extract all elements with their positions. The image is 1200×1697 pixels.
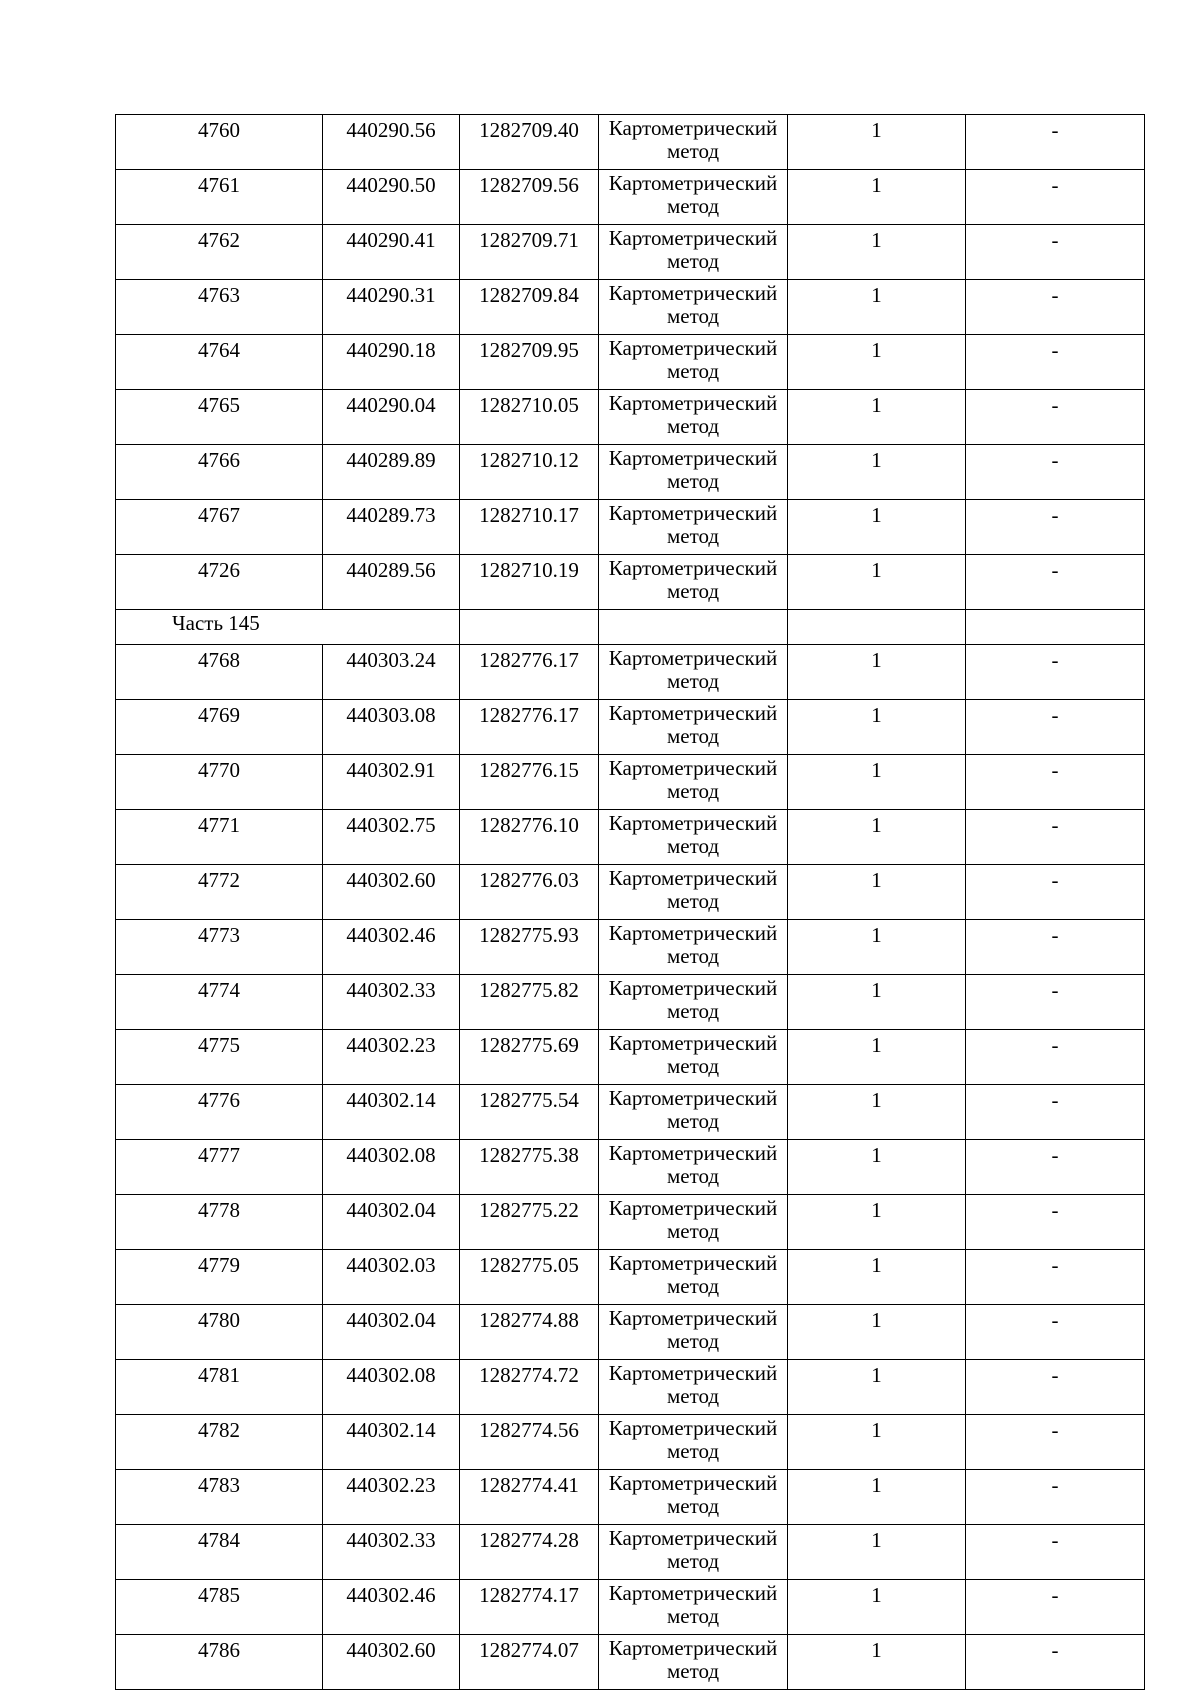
point-number-cell: 4777 (116, 1140, 323, 1195)
method-cell (599, 500, 788, 555)
note-cell: - (966, 1580, 1145, 1635)
note-cell: - (966, 1525, 1145, 1580)
coord-x-cell: 440302.04 (323, 1305, 460, 1360)
table-row (116, 1470, 1145, 1525)
method-cell (599, 810, 788, 865)
method-line2: метод (666, 1439, 720, 1463)
point-number-cell: 4762 (116, 225, 323, 280)
accuracy-cell: 1 (788, 1195, 966, 1250)
note-cell: - (966, 1250, 1145, 1305)
point-number-cell: 4761 (116, 170, 323, 225)
table-row (116, 975, 1145, 1030)
accuracy-cell: 1 (788, 115, 966, 170)
coord-x-cell: 440302.14 (323, 1085, 460, 1140)
method-cell (599, 645, 788, 700)
method-line1: Картометрический (608, 1196, 778, 1220)
coord-x-cell: 440302.04 (323, 1195, 460, 1250)
accuracy-cell: 1 (788, 280, 966, 335)
method-line2: метод (666, 1219, 720, 1243)
coord-x-cell: 440289.89 (323, 445, 460, 500)
table-row (116, 1250, 1145, 1305)
accuracy-cell: 1 (788, 1580, 966, 1635)
table-row (116, 645, 1145, 700)
coord-x-cell: 440302.08 (323, 1140, 460, 1195)
coord-y-cell: 1282775.69 (460, 1030, 599, 1085)
note-cell: - (966, 555, 1145, 610)
note-cell: - (966, 280, 1145, 335)
accuracy-cell: 1 (788, 445, 966, 500)
method-cell (599, 555, 788, 610)
coord-x-cell: 440302.33 (323, 975, 460, 1030)
table-row (116, 1525, 1145, 1580)
table-row (116, 865, 1145, 920)
point-number-cell: 4782 (116, 1415, 323, 1470)
accuracy-cell: 1 (788, 1250, 966, 1305)
table-row (116, 810, 1145, 865)
coord-x-cell: 440290.56 (323, 115, 460, 170)
method-line1: Картометрический (608, 866, 778, 890)
note-cell: - (966, 170, 1145, 225)
accuracy-cell: 1 (788, 755, 966, 810)
note-cell: - (966, 645, 1145, 700)
accuracy-cell: 1 (788, 1415, 966, 1470)
coord-y-cell: 1282775.54 (460, 1085, 599, 1140)
coord-x-cell: 440302.75 (323, 810, 460, 865)
coord-x-cell: 440303.08 (323, 700, 460, 755)
coord-x-cell: 440302.03 (323, 1250, 460, 1305)
coord-y-cell: 1282774.17 (460, 1580, 599, 1635)
note-cell: - (966, 700, 1145, 755)
method-line2: метод (666, 1549, 720, 1573)
method-cell (599, 1415, 788, 1470)
point-number-cell: 4773 (116, 920, 323, 975)
method-line1: Картометрический (608, 1141, 778, 1165)
coord-y-cell: 1282709.71 (460, 225, 599, 280)
coord-y-cell: 1282776.17 (460, 645, 599, 700)
table-row (116, 1140, 1145, 1195)
table-row (116, 170, 1145, 225)
note-cell: - (966, 1415, 1145, 1470)
point-number-cell: 4778 (116, 1195, 323, 1250)
accuracy-cell: 1 (788, 865, 966, 920)
part-empty-cell (599, 610, 788, 645)
method-cell (599, 225, 788, 280)
note-cell: - (966, 445, 1145, 500)
accuracy-cell: 1 (788, 810, 966, 865)
method-cell (599, 1195, 788, 1250)
point-number-cell: 4776 (116, 1085, 323, 1140)
point-number-cell: 4770 (116, 755, 323, 810)
point-number-cell: 4780 (116, 1305, 323, 1360)
point-number-cell: 4774 (116, 975, 323, 1030)
method-line2: метод (666, 414, 720, 438)
method-line1: Картометрический (608, 1086, 778, 1110)
method-cell (599, 1525, 788, 1580)
method-line1: Картометрический (608, 281, 778, 305)
method-line2: метод (666, 1604, 720, 1628)
point-number-cell: 4775 (116, 1030, 323, 1085)
method-cell (599, 755, 788, 810)
coord-y-cell: 1282776.10 (460, 810, 599, 865)
note-cell: - (966, 1085, 1145, 1140)
coord-y-cell: 1282774.07 (460, 1635, 599, 1690)
table-row (116, 1305, 1145, 1360)
accuracy-cell: 1 (788, 170, 966, 225)
accuracy-cell: 1 (788, 1305, 966, 1360)
coord-y-cell: 1282774.56 (460, 1415, 599, 1470)
coord-x-cell: 440302.46 (323, 920, 460, 975)
coord-x-cell: 440302.23 (323, 1030, 460, 1085)
accuracy-cell: 1 (788, 500, 966, 555)
accuracy-cell: 1 (788, 1360, 966, 1415)
point-number-cell: 4783 (116, 1470, 323, 1525)
coord-y-cell: 1282774.72 (460, 1360, 599, 1415)
note-cell: - (966, 1635, 1145, 1690)
method-cell (599, 390, 788, 445)
coord-x-cell: 440289.73 (323, 500, 460, 555)
method-line1: Картометрический (608, 391, 778, 415)
table-row (116, 390, 1145, 445)
method-line1: Картометрический (608, 116, 778, 140)
coord-y-cell: 1282710.17 (460, 500, 599, 555)
accuracy-cell: 1 (788, 975, 966, 1030)
coord-x-cell: 440290.31 (323, 280, 460, 335)
note-cell: - (966, 390, 1145, 445)
method-cell (599, 1360, 788, 1415)
accuracy-cell: 1 (788, 225, 966, 280)
method-cell (599, 865, 788, 920)
method-line1: Картометрический (608, 1306, 778, 1330)
method-cell (599, 1470, 788, 1525)
coord-y-cell: 1282709.95 (460, 335, 599, 390)
note-cell: - (966, 115, 1145, 170)
method-cell (599, 1635, 788, 1690)
table-row (116, 335, 1145, 390)
method-line1: Картометрический (608, 701, 778, 725)
coord-y-cell: 1282776.03 (460, 865, 599, 920)
table-row (116, 1085, 1145, 1140)
coord-y-cell: 1282709.56 (460, 170, 599, 225)
table-row (116, 225, 1145, 280)
table-row (116, 115, 1145, 170)
table-row (116, 1415, 1145, 1470)
table-row (116, 1195, 1145, 1250)
method-line1: Картометрический (608, 1251, 778, 1275)
point-number-cell: 4772 (116, 865, 323, 920)
coord-x-cell: 440302.08 (323, 1360, 460, 1415)
method-cell (599, 1580, 788, 1635)
method-line2: метод (666, 1329, 720, 1353)
point-number-cell: 4784 (116, 1525, 323, 1580)
table-row (116, 500, 1145, 555)
coord-y-cell: 1282775.22 (460, 1195, 599, 1250)
coord-y-cell: 1282710.19 (460, 555, 599, 610)
method-line1: Картометрический (608, 1031, 778, 1055)
method-line2: метод (666, 1109, 720, 1133)
method-line2: метод (666, 724, 720, 748)
method-line2: метод (666, 999, 720, 1023)
coord-x-cell: 440302.14 (323, 1415, 460, 1470)
table-row (116, 755, 1145, 810)
note-cell: - (966, 500, 1145, 555)
point-number-cell: 4760 (116, 115, 323, 170)
table-row (116, 1580, 1145, 1635)
point-number-cell: 4781 (116, 1360, 323, 1415)
table-row (116, 555, 1145, 610)
coord-x-cell: 440289.56 (323, 555, 460, 610)
accuracy-cell: 1 (788, 1470, 966, 1525)
method-line1: Картометрический (608, 171, 778, 195)
note-cell: - (966, 920, 1145, 975)
coord-x-cell: 440303.24 (323, 645, 460, 700)
method-line2: метод (666, 249, 720, 273)
coord-y-cell: 1282775.05 (460, 1250, 599, 1305)
coord-y-cell: 1282710.05 (460, 390, 599, 445)
coord-y-cell: 1282774.88 (460, 1305, 599, 1360)
point-number-cell: 4766 (116, 445, 323, 500)
method-line1: Картометрический (608, 1361, 778, 1385)
coord-x-cell: 440302.33 (323, 1525, 460, 1580)
part-header-row (116, 610, 1145, 645)
point-number-cell: 4786 (116, 1635, 323, 1690)
method-line1: Картометрический (608, 1526, 778, 1550)
method-line2: метод (666, 469, 720, 493)
method-line1: Картометрический (608, 1581, 778, 1605)
method-line2: метод (666, 1494, 720, 1518)
accuracy-cell: 1 (788, 1525, 966, 1580)
method-line2: метод (666, 359, 720, 383)
note-cell: - (966, 335, 1145, 390)
method-cell (599, 920, 788, 975)
note-cell: - (966, 1195, 1145, 1250)
note-cell: - (966, 755, 1145, 810)
method-line1: Картометрический (608, 921, 778, 945)
coord-y-cell: 1282709.84 (460, 280, 599, 335)
point-number-cell: 4771 (116, 810, 323, 865)
note-cell: - (966, 810, 1145, 865)
point-number-cell: 4764 (116, 335, 323, 390)
coord-y-cell: 1282775.93 (460, 920, 599, 975)
accuracy-cell: 1 (788, 1635, 966, 1690)
method-line1: Картометрический (608, 446, 778, 470)
method-line2: метод (666, 1659, 720, 1683)
coordinates-table (115, 114, 1145, 1690)
coord-x-cell: 440302.23 (323, 1470, 460, 1525)
accuracy-cell: 1 (788, 920, 966, 975)
part-empty-cell (323, 610, 460, 645)
method-line2: метод (666, 1054, 720, 1078)
coord-x-cell: 440290.41 (323, 225, 460, 280)
note-cell: - (966, 1030, 1145, 1085)
table-row (116, 1635, 1145, 1690)
method-line1: Картометрический (608, 756, 778, 780)
method-line1: Картометрический (608, 226, 778, 250)
method-line2: метод (666, 194, 720, 218)
method-line2: метод (666, 834, 720, 858)
point-number-cell: 4785 (116, 1580, 323, 1635)
method-line1: Картометрический (608, 1416, 778, 1440)
method-line2: метод (666, 579, 720, 603)
method-cell (599, 445, 788, 500)
method-line2: метод (666, 669, 720, 693)
method-line2: метод (666, 779, 720, 803)
accuracy-cell: 1 (788, 390, 966, 445)
coord-y-cell: 1282774.28 (460, 1525, 599, 1580)
coord-y-cell: 1282709.40 (460, 115, 599, 170)
part-empty-cell (966, 610, 1145, 645)
method-line2: метод (666, 1384, 720, 1408)
coord-x-cell: 440302.46 (323, 1580, 460, 1635)
method-line1: Картометрический (608, 646, 778, 670)
note-cell: - (966, 1140, 1145, 1195)
note-cell: - (966, 975, 1145, 1030)
method-cell (599, 700, 788, 755)
point-number-cell: 4767 (116, 500, 323, 555)
coord-y-cell: 1282775.82 (460, 975, 599, 1030)
table-row (116, 920, 1145, 975)
method-cell (599, 280, 788, 335)
accuracy-cell: 1 (788, 645, 966, 700)
method-cell (599, 170, 788, 225)
coord-x-cell: 440302.60 (323, 865, 460, 920)
note-cell: - (966, 1470, 1145, 1525)
part-empty-cell (460, 610, 599, 645)
method-line1: Картометрический (608, 976, 778, 1000)
method-cell (599, 1030, 788, 1085)
accuracy-cell: 1 (788, 1140, 966, 1195)
method-line1: Картометрический (608, 1471, 778, 1495)
coord-x-cell: 440302.60 (323, 1635, 460, 1690)
point-number-cell: 4763 (116, 280, 323, 335)
table-row (116, 1360, 1145, 1415)
point-number-cell: 4779 (116, 1250, 323, 1305)
accuracy-cell: 1 (788, 555, 966, 610)
point-number-cell: 4768 (116, 645, 323, 700)
accuracy-cell: 1 (788, 1085, 966, 1140)
method-line2: метод (666, 944, 720, 968)
method-cell (599, 1140, 788, 1195)
note-cell: - (966, 865, 1145, 920)
coord-y-cell: 1282776.17 (460, 700, 599, 755)
method-line2: метод (666, 889, 720, 913)
accuracy-cell: 1 (788, 700, 966, 755)
accuracy-cell: 1 (788, 335, 966, 390)
coord-y-cell: 1282710.12 (460, 445, 599, 500)
coord-x-cell: 440290.04 (323, 390, 460, 445)
method-line1: Картометрический (608, 336, 778, 360)
method-cell (599, 975, 788, 1030)
coord-x-cell: 440290.18 (323, 335, 460, 390)
coordinates-table-body (116, 115, 1145, 1690)
point-number-cell: 4769 (116, 700, 323, 755)
coord-y-cell: 1282775.38 (460, 1140, 599, 1195)
note-cell: - (966, 1360, 1145, 1415)
method-line1: Картометрический (608, 501, 778, 525)
table-row (116, 1030, 1145, 1085)
table-row (116, 280, 1145, 335)
note-cell: - (966, 225, 1145, 280)
coord-x-cell: 440302.91 (323, 755, 460, 810)
method-cell (599, 115, 788, 170)
method-line2: метод (666, 1274, 720, 1298)
table-row (116, 445, 1145, 500)
part-empty-cell (788, 610, 966, 645)
coord-x-cell: 440290.50 (323, 170, 460, 225)
method-line1: Картометрический (608, 1636, 778, 1660)
method-line1: Картометрический (608, 811, 778, 835)
method-line2: метод (666, 524, 720, 548)
method-cell (599, 1305, 788, 1360)
method-line2: метод (666, 139, 720, 163)
method-cell (599, 1085, 788, 1140)
note-cell: - (966, 1305, 1145, 1360)
accuracy-cell: 1 (788, 1030, 966, 1085)
method-line2: метод (666, 1164, 720, 1188)
coord-y-cell: 1282776.15 (460, 755, 599, 810)
point-number-cell: 4726 (116, 555, 323, 610)
method-cell (599, 1250, 788, 1305)
point-number-cell: 4765 (116, 390, 323, 445)
table-row (116, 700, 1145, 755)
method-cell (599, 335, 788, 390)
coord-y-cell: 1282774.41 (460, 1470, 599, 1525)
method-line2: метод (666, 304, 720, 328)
part-label: Часть 145 (116, 610, 323, 645)
method-line1: Картометрический (608, 556, 778, 580)
